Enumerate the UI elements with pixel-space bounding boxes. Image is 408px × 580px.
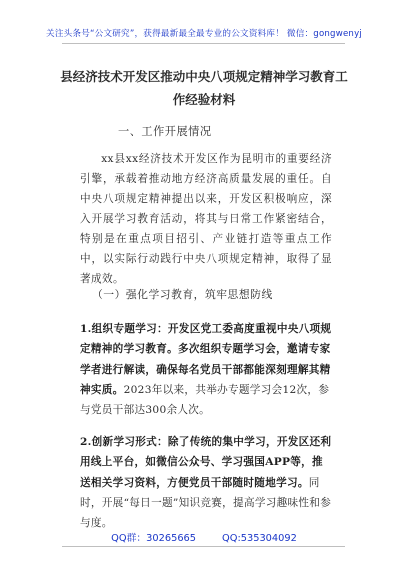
- footer-divider: [62, 546, 345, 547]
- section-paragraph: xx县xx经济技术开发区作为昆明市的重要经济引擎，承载着推动地方经济高质量发展的重任。自中央八项规定精神提出以来，开发区积极响应，深入开展学习教育活动，将其与日常工作紧密结合，特别是在重点项目招引、产业链打造等重点工作中，以实际行动践行中央八项规定精神，取得了显著成效。: [80, 153, 332, 285]
- list-item-bold-text: 1.组织专题学习：开发区党工委高度重视中央八项规定精神的学习教育。多次组织专题学习会，邀请专家学者进行解读，确保每名党员干部都能深刻理解其精神实质。: [80, 323, 332, 396]
- list-item-bold-text: 2.创新学习形式：除了传统的集中学习，开发区还利用线上平台，如微信公众号、学习强国APP等，推送相关学习资料，方便党员干部随时随地学习。: [80, 436, 332, 489]
- list-item: [80, 319, 332, 420]
- page-footer: [0, 530, 408, 544]
- document-title: 县经济技术开发区推动中央八项规定精神学习教育工作经验材料: [60, 69, 348, 107]
- list-item: [80, 432, 332, 533]
- footer-qq-group: QQ群：30265665: [111, 533, 197, 544]
- header-divider: [62, 43, 345, 44]
- list-item-text: 2023年以来，共举办专题学习会12次，参与党员干部达300余人次。: [80, 383, 330, 417]
- footer-qq-number: QQ:535304092: [222, 533, 297, 544]
- page-header-banner: 关注头条号“公文研究”，获得最新最全最专业的公文资料库！ 微信：gongwenyj: [46, 29, 362, 39]
- subsection-heading: （一）强化学习教育，筑牢思想防线: [92, 288, 273, 301]
- section-heading: 一、工作开展情况: [118, 125, 212, 138]
- list-item-text: 同时，开展“每日一题”知识竞赛，提高学习趣味性和参与度。: [80, 476, 332, 530]
